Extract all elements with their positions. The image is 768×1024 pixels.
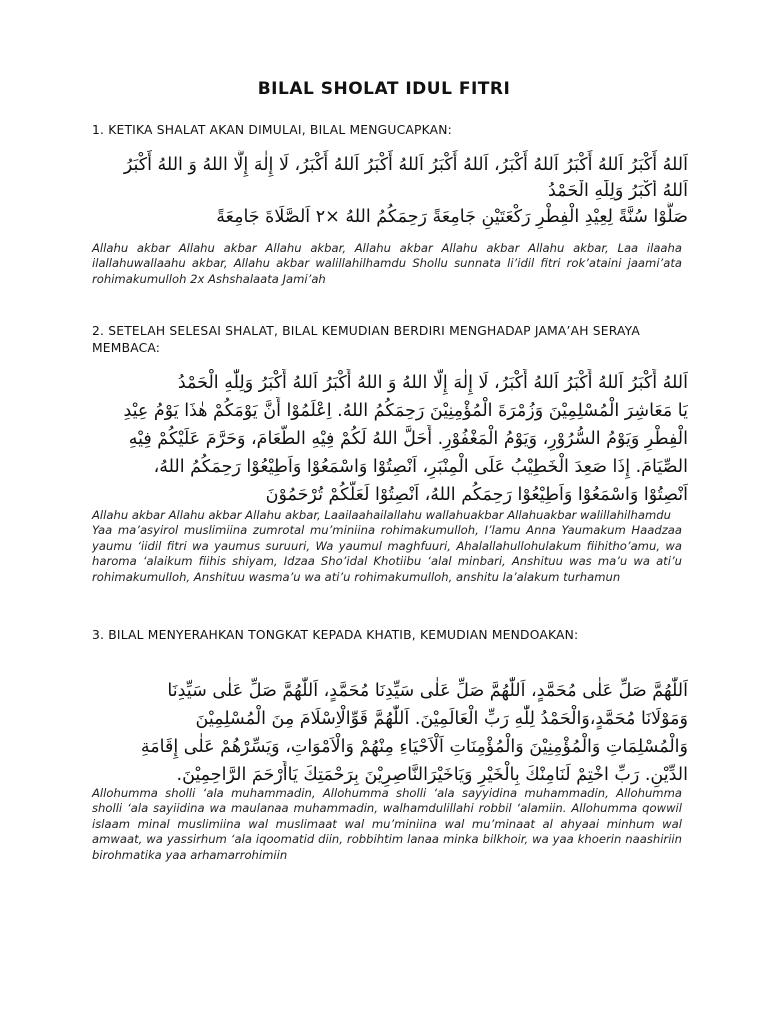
section-2-arabic [88, 369, 688, 509]
transliteration-text: Yaa ma’asyirol muslimiina zumrotal mu’miniina rohimakumulloh, I’lamu Anna Yaumakum Haadzaa yaumu ‘iidil fitri wa yaumus suruuri, Wa yaumul maghfuuri, Ahalallahullohulakum fiihitho’amu, wa haroma ‘alaikum fiihis shiyam, Idzaa Sho’idal Khotiibu ‘alal minbari, Anshituu was ma’u wa ati’u rohimakumulloh, Anshituu wasma’u wa ati’u rohimakumulloh, anshitu la’alakum turhamun [92, 523, 682, 584]
section-2-transliteration [92, 508, 682, 585]
arabic-line: الدِّيْنِ. رَبِّ اخْتِمْ لَنَامِنْكَ بِالْخَيْرِ وَيَاخَيْرَالنَّاصِرِيْنَ بِرَحْمَتِكَ يَاأَرْحَمَ الرَّاحِمِيْنَ. [176, 765, 688, 785]
section-1-arabic [88, 150, 688, 232]
arabic-line: صَلُّوْا سُنَّةً لِعِيْدِ الْفِطْرِ رَكْعَتَيْنِ جَامِعَةً رَحِمَكُمُ اللهُ ×٢ اَلصَّلَاةَ جَامِعَةً [216, 207, 688, 227]
arabic-line: يَا مَعَاشِرَ الْمُسْلِمِيْنَ وَزُمْرَةَ الْمُؤْمِنِيْنَ رَحِمَكُمُ اللهُ. اِعْلَمُوْا أَنَّ يَوْمَكُمْ هٰذَا يَوْمُ عِيْدِ [123, 401, 688, 421]
arabic-line: الصِّيَامَ. إِذَا صَعِدَ الْخَطِيْبُ عَلَى الْمِنْبَرِ، اَنْصِتُوْا وَاسْمَعُوْا وَاَطِيْعُوْا رَحِمَكُمُ اللهُ، [153, 457, 688, 477]
section-1-heading: 1. KETIKA SHALAT AKAN DIMULAI, BILAL MENGUCAPKAN: [92, 123, 453, 137]
section-3-heading: 3. BILAL MENYERAHKAN TONGKAT KEPADA KHATIB, KEMUDIAN MENDOAKAN: [92, 628, 579, 642]
arabic-line: وَالْمُسْلِمَاتِ وَالْمُؤْمِنِيْنَ وَالْمُؤْمِنَاتِ اَلْاَحْيَاءِ مِنْهُمْ وَالْاَمْوَاتِ، وَيَسِّرْهُمْ عَلٰى إِقَامَةِ [140, 737, 688, 757]
arabic-line: اَللهُ أَكْبَرُ اَللهُ أَكْبَرُ اَللهُ أَكْبَرُ، لَا إِلٰهَ إِلَّا اللهُ وَ اللهُ أَكْبَرُ اَللهُ أَكْبَرُ وَلِلّٰهِ الْحَمْدُ [177, 373, 688, 393]
arabic-line: اَنْصِتُوْا وَاسْمَعُوْا وَاَطِيْعُوْا رَحِمَكُم اللهُ، اَنْصِتُوْا لَعَلَّكُمْ تُرْحَمُوْنَ [265, 485, 688, 505]
transliteration-text: Allahu akbar Allahu akbar Allahu akbar, Laailaahailallahu wallahuakbar Allahuakbar walillahilhamdu [92, 508, 671, 522]
transliteration-text: Allohumma sholli ‘ala muhammadin, Allohumma sholli ‘ala sayyidina muhammadin, Allohumma sholli ‘ala sayiidina wa maulanaa muhammadin, walhamdulillahi robbil ‘alamiin. Allohumma qowwil islaam minal muslimiina wal muslimaat wal mu’miniina wal mu’minaat al ahyaai minhum wal amwaat, wa yassirhum ‘ala iqoomatid diin, robbihtim lanaa minka bilkhoir, wa yaa khoerin naashiriin birohmatika yaa arhamarrohimiin [92, 786, 682, 862]
document-title: BILAL SHOLAT IDUL FITRI [257, 79, 511, 99]
arabic-line: الْفِطْرِ وَيَوْمُ السُّرُوْرِ، وَيَوْمُ الْمَغْفُوْرِ. أَحَلَّ اللهُ لَكُمْ فِيْهِ الطَّعَامَ، وَحَرَّمَ عَلَيْكُمْ فِيْهِ [128, 429, 688, 449]
transliteration-text: Allahu akbar Allahu akbar Allahu akbar, Allahu akbar Allahu akbar Allahu akbar, Laa ilaaha ilallahuwallaahu akbar, Allahu akbar walillahilhamdu Shollu sunnata li’idil fitri rok’ataini jaami’ata rohimakumulloh 2x Ashshalaata Jami’ah [92, 241, 682, 286]
section-3-arabic [88, 677, 688, 789]
section-1-transliteration [92, 241, 682, 287]
arabic-line: اَللّٰهُمَّ صَلِّ عَلٰى مُحَمَّدٍ، اَللّٰهُمَّ صَلِّ عَلٰى سَيِّدِنَا مُحَمَّدٍ، اَللّٰهُمَّ صَلِّ عَلٰى سَيِّدِنَا [167, 681, 688, 701]
section-3-transliteration [92, 786, 682, 863]
arabic-line: اَللهُ أَكْبَرُ وَلِلّٰهِ الْحَمْدُ [548, 181, 688, 201]
arabic-line: اَللهُ أَكْبَرُ اَللهُ أَكْبَرُ اَللهُ أَكْبَرُ، اَللهُ أَكْبَرُ اَللهُ أَكْبَرُ اَللهُ أَكْبَرُ، لَا إِلٰهَ إِلَّا اللهُ وَ اللهُ أَكْبَرُ [123, 155, 688, 175]
section-2-heading: 2. SETELAH SELESAI SHALAT, BILAL KEMUDIAN BERDIRI MENGHADAP JAMA’AH SERAYA MEMBACA: [92, 324, 641, 355]
arabic-line: وَمَوْلَانَا مُحَمَّدٍ،وَالْحَمْدُ لِلّٰهِ رَبِّ الْعَالَمِيْنَ. اَللّٰهُمَّ قَوِّالْاِسْلَامَ مِنَ الْمُسْلِمِيْنَ [195, 709, 688, 729]
